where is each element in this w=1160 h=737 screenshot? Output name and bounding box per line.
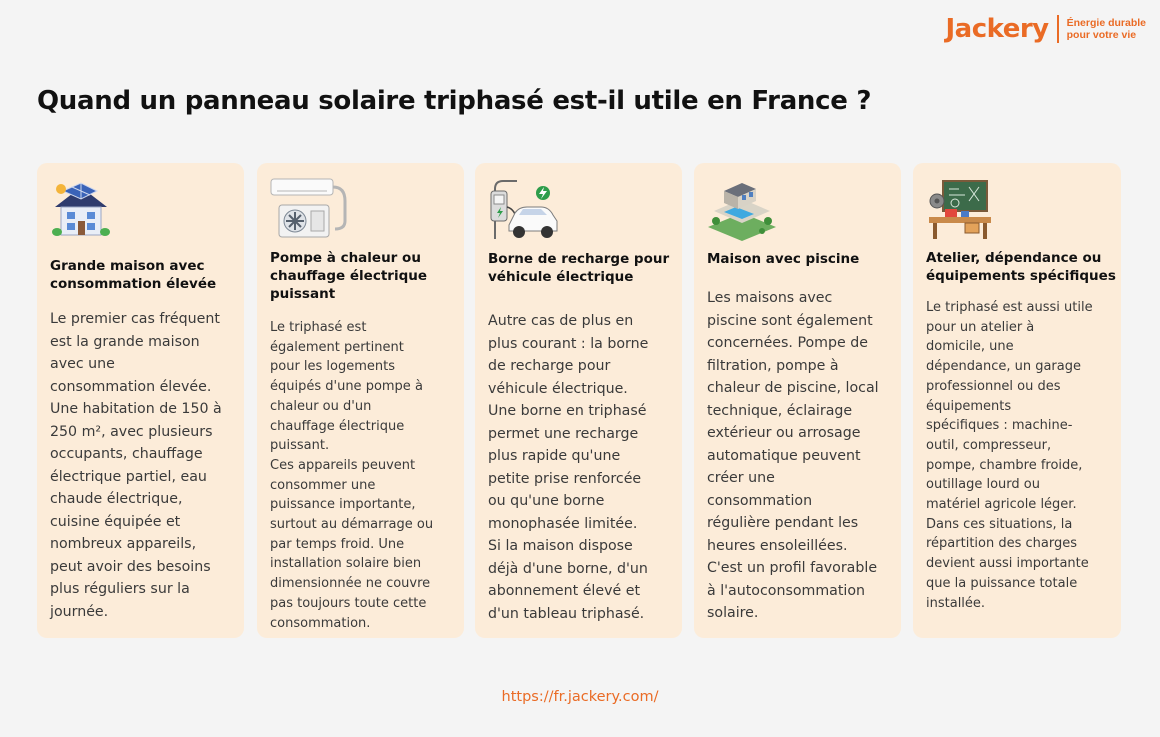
workshop-icon [925,177,989,241]
card-workshop [913,163,1121,638]
ev-charger-icon [487,177,551,241]
brand-name: Jackery [945,14,1049,44]
brand-tagline-line-2: pour votre vie [1066,29,1137,41]
brand-divider [1057,15,1059,43]
card-title: Maison avec piscine [707,251,860,267]
card-body: Autre cas de plus en plus courant : la borne de recharge pour véhicule électrique. Une borne en triphasé permet une recharge plus rapide qu'une petite prise renforcée ou qu'une borne monophasée limitée. Si la maison dispose déjà d'une borne, d'un abonnement élevé et d'un tableau triphasé. [488,313,649,622]
card-heat-pump [257,163,464,638]
card-title: Pompe à chaleur ou chauffage électrique puissant [270,250,428,302]
page-title: Quand un panneau solaire triphasé est-il utile en France ? [37,86,872,116]
heat-pump-icon [269,177,333,241]
card-ev-charger [475,163,682,638]
card-body: Le triphasé est également pertinent pour les logements équipés d'une pompe à chaleur ou d'un chauffage électrique puissant. Ces appareils peuvent consommer une puissance importante, surtout au démarrage ou par temps froid. Une installation solaire bien dimensionnée ne couvre pas toujours toute cette consommation. [270,320,434,631]
brand-logo [946,14,1147,44]
card-large-house [37,163,244,638]
card-body: Les maisons avec piscine sont également concernées. Pompe de filtration, pompe à chaleur de piscine, local technique, éclairage extérieur ou arrosage automatique peuvent créer une consommation régulière pendant les heures ensoleillées. C'est un profil favorable à l'autoconsommation solaire. [707,290,879,621]
card-title: Grande maison avec consommation élevée [50,258,217,292]
brand-tagline-line-1: Énergie durable [1066,17,1146,29]
card-pool-house [694,163,901,638]
footer-url-link[interactable]: https://fr.jackery.com/ [501,689,659,705]
card-body: Le premier cas fréquent est la grande maison avec une consommation élevée. Une habitation de 150 à 250 m², avec plusieurs occupants, chauffage électrique partiel, eau chaude électrique, cuisine équipée et nombreux appareils, peut avoir des besoins plus réguliers sur la journée. [50,311,222,620]
brand-tagline [1067,17,1146,41]
card-body: Le triphasé est aussi utile pour un atelier à domicile, une dépendance, un garage professionnel ou des équipements spécifiques : machine- outil, compresseur, pompe, chambre froide, outillage lourd ou matériel agricole léger. Dans ces situations, la répartition des charges devient aussi importante que la puissance totale installée. [926,300,1093,611]
house-solar-icon [49,177,113,241]
card-title: Atelier, dépendance ou équipements spécifiques [926,250,1116,284]
pool-house-icon [706,177,770,241]
card-title: Borne de recharge pour véhicule électrique [488,251,670,285]
